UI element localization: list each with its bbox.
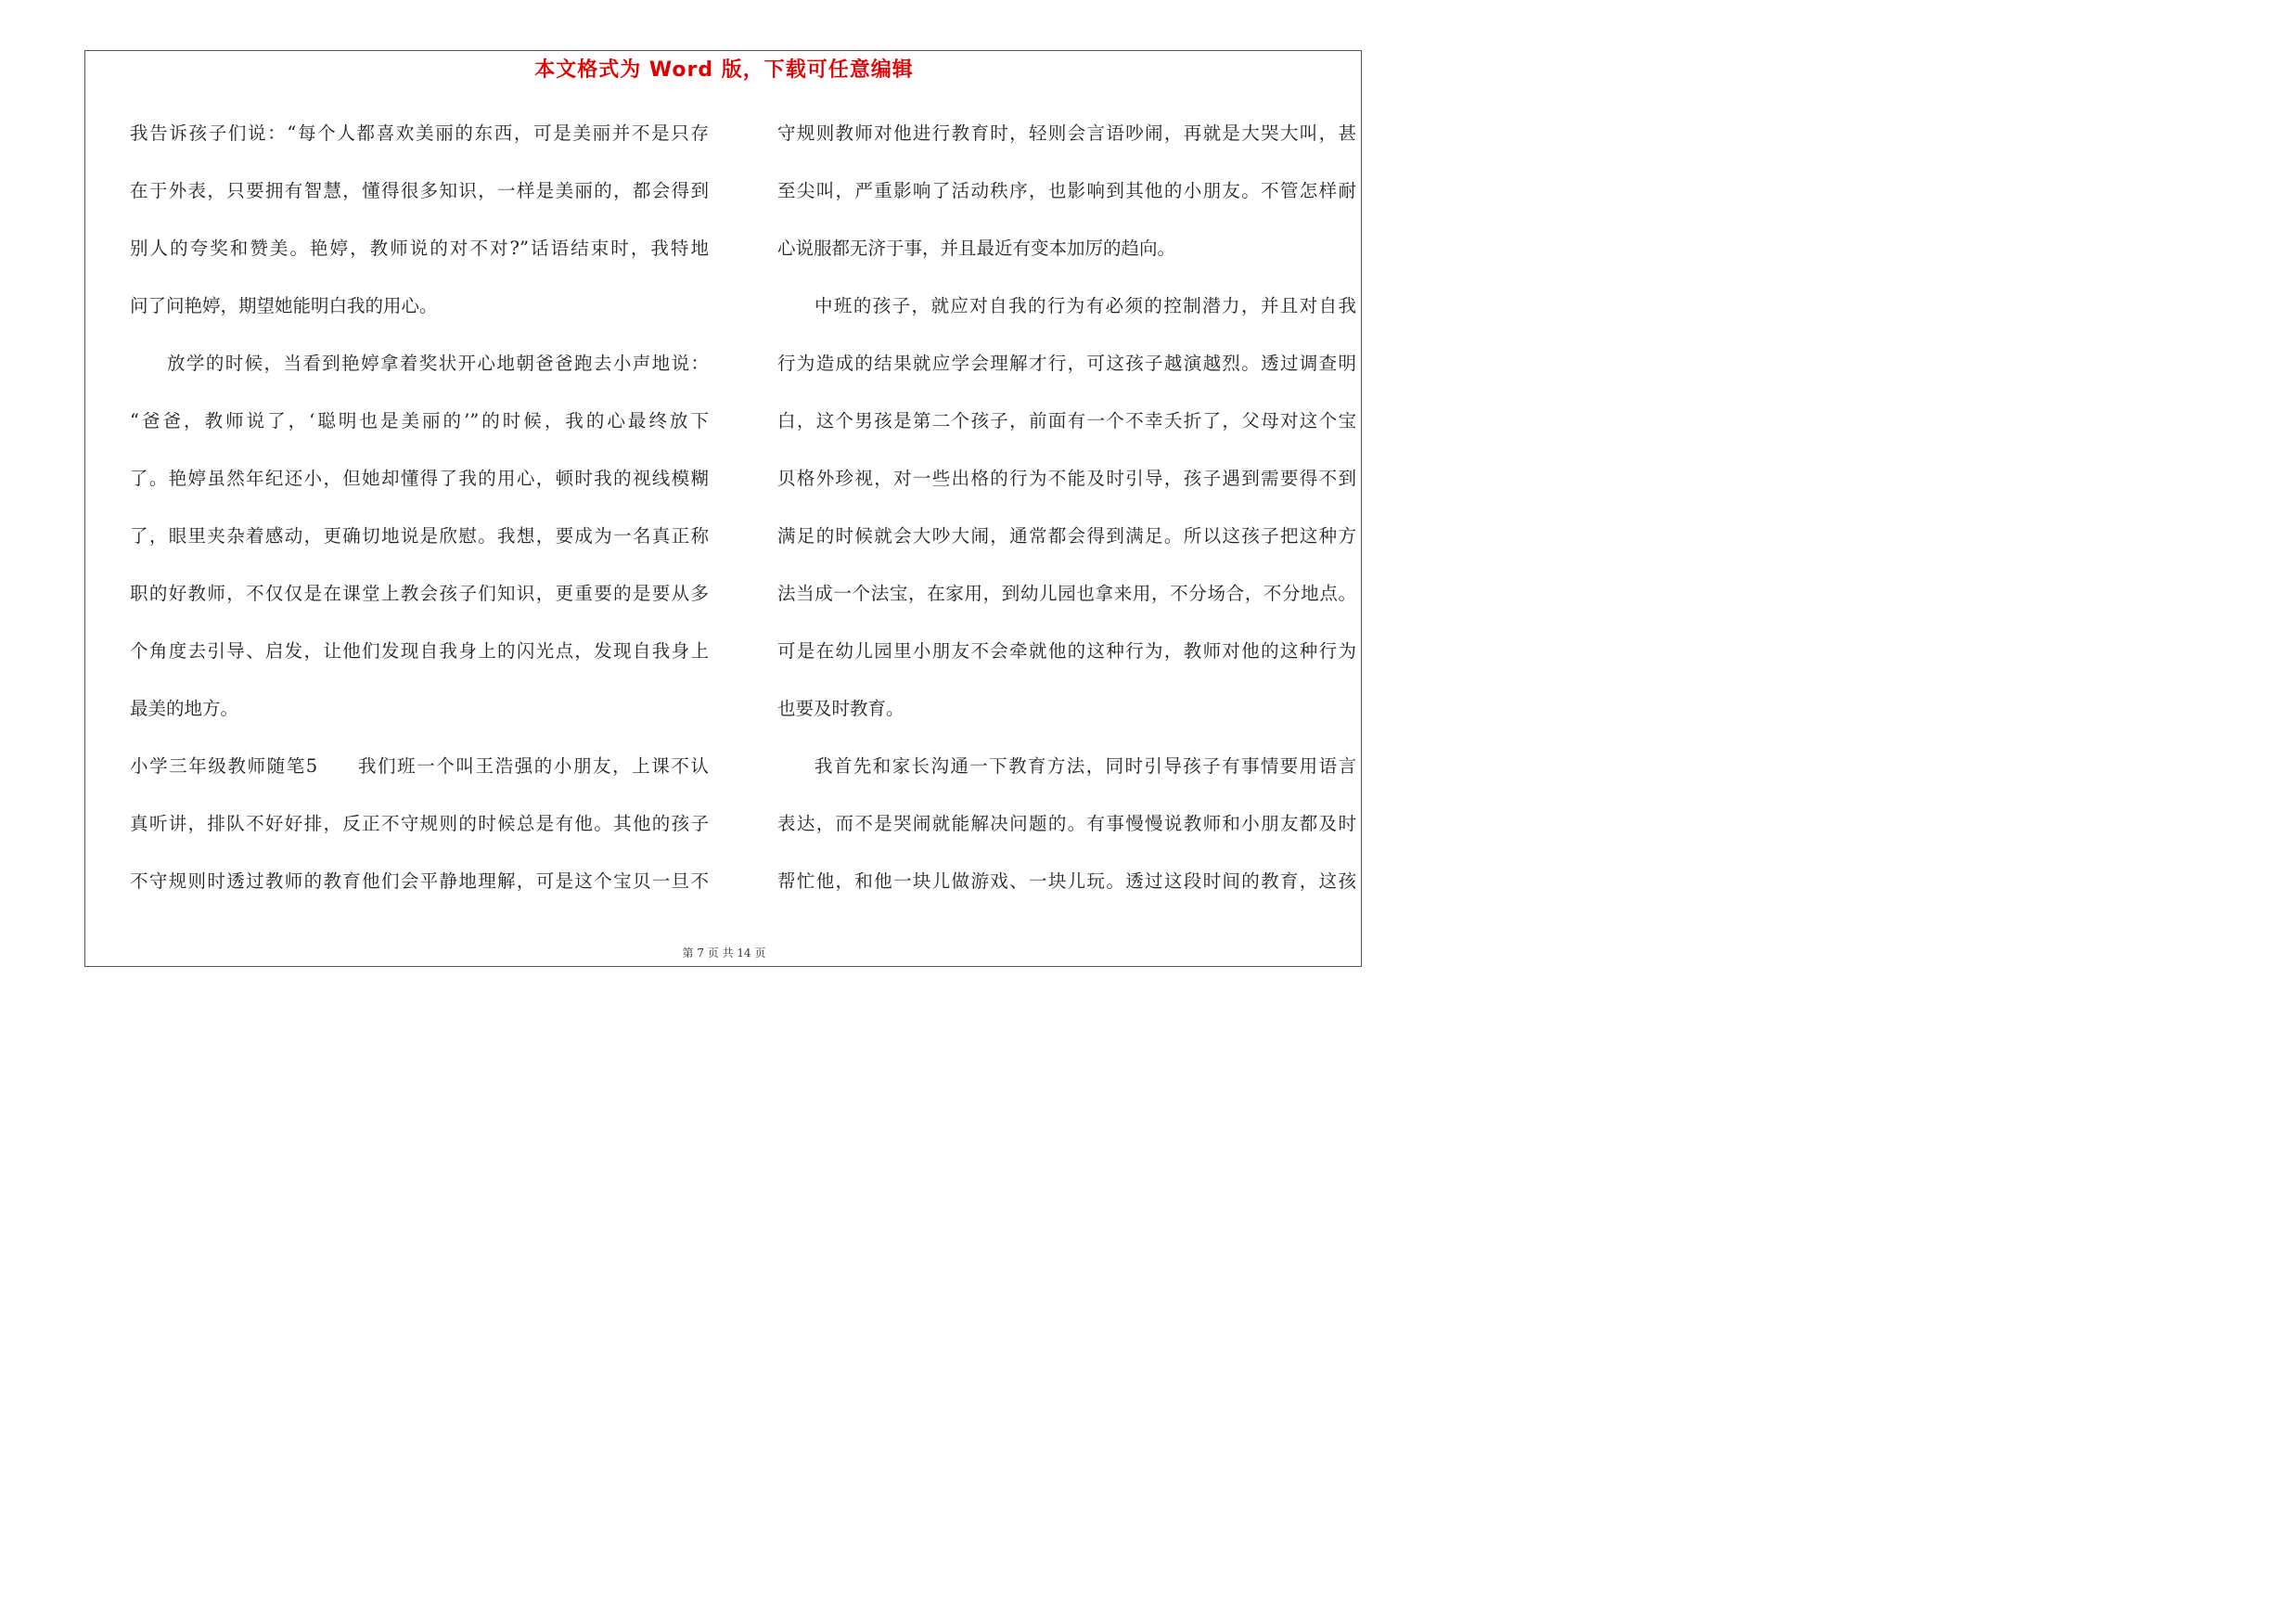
text-line: 法当成一个法宝，在家用，到幼儿园也拿来用，不分场合，不分地点。 (777, 583, 1356, 604)
text-line: 中班的孩子，就应对自我的行为有必须的控制潜力，并且对自我 (815, 295, 1356, 316)
text-line: 别人的夸奖和赞美。艳婷，教师说的对不对?”话语结束时，我特地 (130, 238, 709, 259)
text-line: 至尖叫，严重影响了活动秩序，也影响到其他的小朋友。不管怎样耐 (777, 180, 1356, 201)
left-text-column (130, 105, 709, 910)
text-line: 满足的时候就会大吵大闹，通常都会得到满足。所以这孩子把这种方 (777, 525, 1356, 547)
text-line: 白，这个男孩是第二个孩子，前面有一个不幸夭折了，父母对这个宝 (777, 410, 1356, 432)
text-line: 我首先和家长沟通一下教育方法，同时引导孩子有事情要用语言 (815, 755, 1356, 777)
text-line: 放学的时候，当看到艳婷拿着奖状开心地朝爸爸跑去小声地说： (167, 353, 709, 374)
text-line: 了，眼里夹杂着感动，更确切地说是欣慰。我想，要成为一名真正称 (130, 525, 709, 547)
text-line: 表达，而不是哭闹就能解决问题的。有事慢慢说教师和小朋友都及时 (777, 813, 1356, 834)
text-line: 不守规则时透过教师的教育他们会平静地理解，可是这个宝贝一旦不 (130, 870, 709, 892)
text-line: 真听讲，排队不好好排，反正不守规则的时候总是有他。其他的孩子 (130, 813, 709, 834)
text-line: 问了问艳婷，期望她能明白我的用心。 (130, 295, 438, 316)
text-line: 也要及时教育。 (777, 698, 904, 719)
text-line: 贝格外珍视，对一些出格的行为不能及时引导，孩子遇到需要得不到 (777, 468, 1356, 489)
text-line: 在于外表，只要拥有智慧，懂得很多知识，一样是美丽的，都会得到 (130, 180, 709, 201)
text-line: 可是在幼儿园里小朋友不会牵就他的这种行为，教师对他的这种行为 (777, 640, 1356, 662)
text-line: 心说服都无济于事，并且最近有变本加厉的趋向。 (777, 238, 1176, 259)
text-line: 帮忙他，和他一块儿做游戏、一块儿玩。透过这段时间的教育，这孩 (777, 870, 1356, 892)
text-line: 行为造成的结果就应学会理解才行，可这孩子越演越烈。透过调查明 (777, 353, 1356, 374)
word-format-banner: 本文格式为 Word 版，下载可任意编辑 (534, 58, 914, 82)
page-number-footer: 第 7 页 共 14 页 (682, 947, 766, 960)
right-text-column (777, 105, 1356, 910)
text-line: 了。艳婷虽然年纪还小，但她却懂得了我的用心，顿时我的视线模糊 (130, 468, 709, 489)
text-line: 最美的地方。 (130, 698, 239, 719)
text-line: 我告诉孩子们说：“每个人都喜欢美丽的东西，可是美丽并不是只存 (130, 122, 709, 144)
text-line: 守规则教师对他进行教育时，轻则会言语吵闹，再就是大哭大叫，甚 (777, 122, 1356, 144)
text-line: 个角度去引导、启发，让他们发现自我身上的闪光点，发现自我身上 (130, 640, 709, 662)
text-line: “爸爸，教师说了，‘聪明也是美丽的’”的时候，我的心最终放下 (130, 410, 709, 432)
section-heading-line: 小学三年级教师随笔5 我们班一个叫王浩强的小朋友，上课不认 (130, 755, 709, 777)
text-line: 职的好教师，不仅仅是在课堂上教会孩子们知识，更重要的是要从多 (130, 583, 709, 604)
